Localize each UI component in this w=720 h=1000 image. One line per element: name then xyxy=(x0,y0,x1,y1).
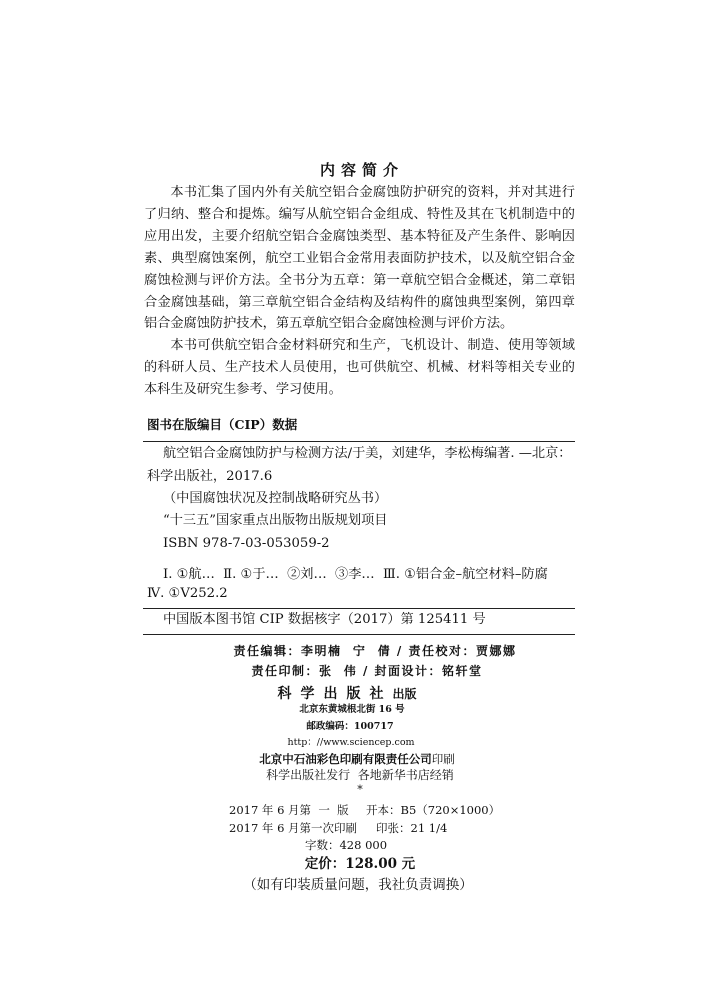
intro-paragraph-1-line: 本书汇集了国内外有关航空铝合金腐蚀防护研究的资料，并对其进行 xyxy=(170,185,575,200)
cip-classification-line-1: Ⅰ. ①航… Ⅱ. ①于… ②刘… ③李… Ⅲ. ①铝合金–航空材料–防腐 xyxy=(163,567,548,582)
editor-credits: 责任编辑：李明楠 宁 倩 / 责任校对：贾娜娜 xyxy=(233,644,517,658)
cip-series: （中国腐蚀状况及控制战略研究丛书） xyxy=(163,491,388,506)
price: 定价：128.00 元 xyxy=(304,856,416,872)
printer-name: 北京中石油彩色印刷有限责任公司 xyxy=(259,752,432,766)
intro-body xyxy=(144,182,575,401)
cip-number: 中国版本图书馆 CIP 数据核字（2017）第 125411 号 xyxy=(163,612,486,627)
quality-notice: （如有印装质量问题，我社负责调换） xyxy=(243,877,473,893)
intro-title: 内容简介 xyxy=(319,161,404,179)
publisher-postcode: 邮政编码：100717 xyxy=(306,721,394,732)
cip-isbn: ISBN 978-7-03-053059-2 xyxy=(163,536,330,551)
cip-divider-middle xyxy=(143,608,575,609)
intro-paragraph-1-line: 应用出发，主要介绍航空铝合金腐蚀类型、基本特征及产生条件、影响因 xyxy=(144,228,575,244)
publisher-suffix: 出版 xyxy=(392,687,417,701)
intro-paragraph-2-line: 的科研人员、生产技术人员使用，也可供航空、机械、材料等相关专业的 xyxy=(144,360,575,376)
printed-sheets: 印张：21 1/4 xyxy=(376,821,448,835)
intro-paragraph-2-line: 本科生及研究生参考、学习使用。 xyxy=(144,382,342,398)
first-edition: 2017 年 6 月第 一 版 xyxy=(229,803,349,817)
cip-classification-line-2: Ⅳ. ①V252.2 xyxy=(147,586,228,601)
printer-line xyxy=(157,751,557,767)
intro-paragraph-1-line: 腐蚀检测与评价方法。全书分为五章：第一章航空铝合金概述，第二章铝 xyxy=(144,272,575,288)
first-printing: 2017 年 6 月第一次印刷 xyxy=(229,821,358,835)
printer-suffix: 印刷 xyxy=(431,752,455,766)
publisher-line xyxy=(147,683,547,704)
cip-entry-line-1: 航空铝合金腐蚀防护与检测方法/于美，刘建华，李松梅编著. —北京： xyxy=(163,446,572,461)
cip-divider-top xyxy=(143,441,575,442)
intro-paragraph-1-line: 素、典型腐蚀案例，航空工业铝合金常用表面防护技术，以及航空铝合金 xyxy=(144,250,575,266)
intro-paragraph-1-line: 了归纳、整合和提炼。编写从航空铝合金组成、特性及其在飞机制造中的 xyxy=(144,206,575,222)
publisher-address: 北京东黄城根北街 16 号 xyxy=(299,704,405,715)
publisher-name: 科学出版社 xyxy=(277,686,393,702)
distribution-line: 科学出版社发行 各地新华书店经销 xyxy=(266,768,454,782)
intro-paragraph-1-line: 合金腐蚀基础，第三章航空铝合金结构及结构件的腐蚀典型案例，第四章 xyxy=(144,294,575,310)
word-count: 字数：428 000 xyxy=(304,838,388,852)
cip-heading: 图书在版编目（CIP）数据 xyxy=(147,417,298,432)
cip-project: “十三五”国家重点出版物出版规划项目 xyxy=(163,513,388,528)
cip-entry-line-2: 科学出版社，2017.6 xyxy=(147,469,273,484)
intro-paragraph-1-line: 铝合金腐蚀防护技术，第五章航空铝合金腐蚀检测与评价方法。 xyxy=(144,316,514,332)
intro-paragraph-2-line: 本书可供航空铝合金材料研究和生产，飞机设计、制造、使用等领域 xyxy=(170,338,575,354)
publisher-website: http：//www.sciencep.com xyxy=(287,737,415,748)
production-credits: 责任印制：张 伟 / 封面设计：铭轩堂 xyxy=(251,664,483,678)
cip-divider-bottom xyxy=(143,634,575,635)
book-format: 开本：B5（720×1000） xyxy=(366,803,501,817)
asterisk-separator: * xyxy=(357,783,363,796)
